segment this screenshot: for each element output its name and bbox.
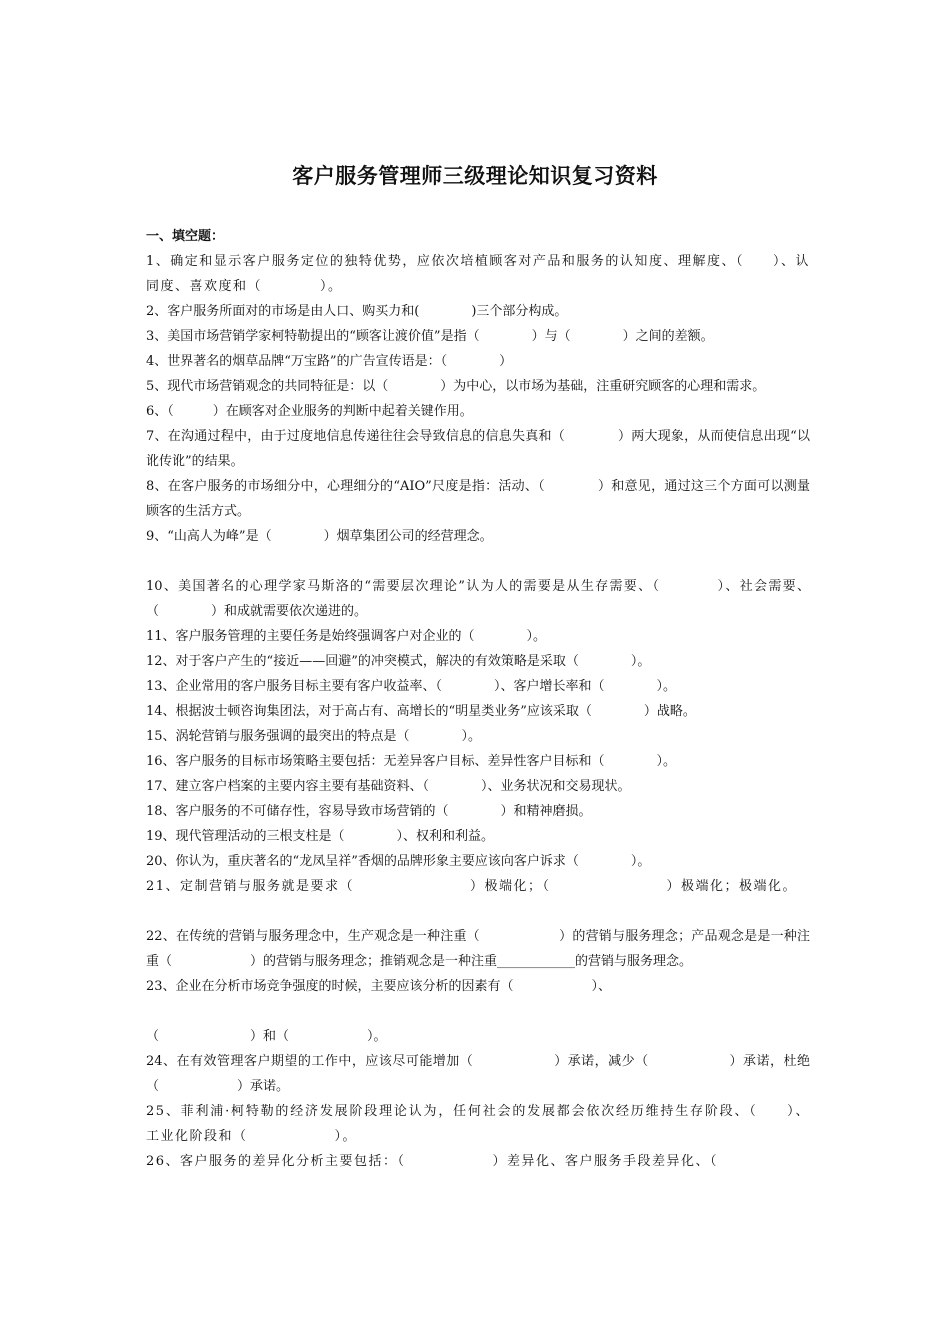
question-20: 20、你认为，重庆著名的“龙凤呈祥”香烟的品牌形象主要应该向客户诉求（ ）。 [146,854,651,869]
question-22: 22、在传统的营销与服务理念中，生产观念是一种注重（ ）的营销与服务理念；产品观念是是一种注重（ ）的营销与服务理念；推销观念是一种注重____________的营销与服务理念。 [146,929,810,969]
question-8: 8、在客户服务的市场细分中，心理细分的“AIO”尺度是指：活动、（ ）和意见，通过这三个方面可以测量顾客的生活方式。 [146,479,810,519]
question-1: 1、确定和显示客户服务定位的独特优势，应依次培植顾客对产品和服务的认知度、理解度、（ ）、认同度、喜欢度和（ ）。 [146,254,810,294]
question-14: 14、根据波士顿咨询集团法，对于高占有、高增长的“明星类业务”应该采取（ ）战略。 [146,704,696,719]
question-21: 21、定制营销与服务就是要求（ ）极端化；（ ）极端化；极端化。 [146,879,798,894]
question-13: 13、企业常用的客户服务目标主要有客户收益率、（ ）、客户增长率和（ ）。 [146,679,677,694]
question-19: 19、现代管理活动的三根支柱是（ ）、权利和利益。 [146,829,495,844]
question-24: 24、在有效管理客户期望的工作中，应该尽可能增加（ ）承诺，减少（ ）承诺，杜绝（ ）承诺。 [146,1054,810,1094]
question-7: 7、在沟通过程中，由于过度地信息传递往往会导致信息的信息失真和（ ）两大现象，从而使信息出现“以讹传讹”的结果。 [146,429,810,469]
question-5: 5、现代市场营销观念的共同特征是：以（ ）为中心，以市场为基础，注重研究顾客的心理和需求。 [146,379,766,394]
question-23: 23、企业在分析市场竞争强度的时候，主要应该分析的因素有（ ）、 [146,979,612,994]
question-17: 17、建立客户档案的主要内容主要有基础资料、（ ）、业务状况和交易现状。 [146,779,631,794]
document-body [146,224,810,1174]
question-18: 18、客户服务的不可储存性，容易导致市场营销的（ ）和精神磨损。 [146,804,592,819]
question-11: 11、客户服务管理的主要任务是始终强调客户对企业的（ ）。 [146,629,547,644]
question-12: 12、对于客户产生的“接近——回避”的冲突模式，解决的有效策略是采取（ ）。 [146,654,651,669]
section-heading: 一、填空题： [146,229,225,244]
question-3: 3、美国市场营销学家柯特勒提出的“顾客让渡价值”是指（ ）与（ ）之间的差额。 [146,329,714,344]
question-10: 10、美国著名的心理学家马斯洛的“需要层次理论”认为人的需要是从生存需要、（ ）、社会需要、（ ）和成就需要依次递进的。 [146,579,810,619]
question-25: 25、菲利浦·柯特勒的经济发展阶段理论认为，任何社会的发展都会依次经历维持生存阶段、（ ）、工业化阶段和（ ）。 [146,1104,810,1144]
question-23-continued: （ ）和（ ）。 [146,1029,387,1044]
question-6: 6、（ ）在顾客对企业服务的判断中起着关键作用。 [146,404,473,419]
question-16: 16、客户服务的目标市场策略主要包括：无差异客户目标、差异性客户目标和（ ）。 [146,754,677,769]
document-title: 客户服务管理师三级理论知识复习资料 [292,164,658,188]
question-15: 15、涡轮营销与服务强调的最突出的特点是（ ）。 [146,729,482,744]
question-26: 26、客户服务的差异化分析主要包括：（ ）差异化、客户服务手段差异化、（ [146,1154,719,1169]
question-4: 4、世界著名的烟草品牌“万宝路”的广告宣传语是：（ ） [146,354,513,369]
question-2: 2、客户服务所面对的市场是由人口、购买力和( )三个部分构成。 [146,304,568,319]
question-9: 9、“山高人为峰”是（ ）烟草集团公司的经营理念。 [146,529,493,544]
